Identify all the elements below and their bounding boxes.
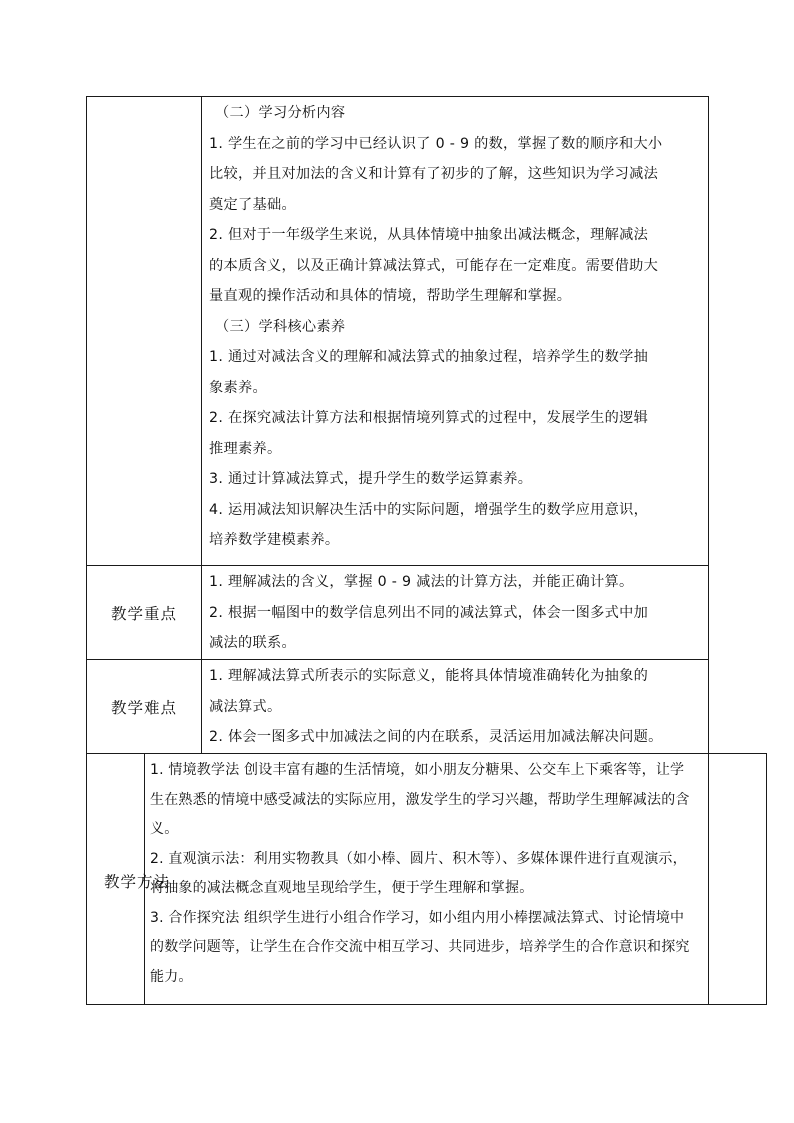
core-paragraph-4: 4. 运用减法知识解决生活中的实际问题，增强学生的数学应用意识， 培养数学建模素养。: [209, 501, 649, 548]
methods-box-bottom: [708, 1004, 767, 1005]
table-bottom-border: [86, 1004, 709, 1005]
core-paragraph-1: 1. 通过对减法含义的理解和减法算式的抽象过程，培养学生的数学抽 象素养。: [209, 349, 649, 396]
method-2: 2. 直观演示法：利用实物教具（如小棒、圆片、积木等）、多媒体课件进行直观演示， 将抽象的减法概念直观地呈现给学生，便于学生理解和掌握。: [150, 850, 687, 896]
row-separator: [86, 565, 709, 566]
analysis-paragraph-1: 1. 学生在之前的学习中已经认识了 0 - 9 的数，掌握了数的顺序和大小 比较，并且对加法的含义和计算有了初步的了解，这些知识为学习减法 奠定了基础。: [209, 135, 663, 213]
row-separator: [86, 753, 709, 754]
table-divider: [201, 96, 202, 753]
analysis-cell: [209, 98, 704, 556]
difficulty-1: 1. 理解减法算式所表示的实际意义，能将具体情境准确转化为抽象的 减法算式。: [209, 668, 649, 715]
methods-box-top: [708, 753, 767, 754]
key-points-label: 教学重点: [110, 605, 177, 623]
row-separator: [86, 659, 709, 660]
table-top-border: [86, 96, 709, 97]
key-point-1: 1. 理解减法的含义，掌握 0 - 9 减法的计算方法，并能正确计算。: [209, 574, 634, 590]
method-3: 3. 合作探究法 组织学生进行小组合作学习，如小组内用小棒摆减法算式、讨论情境中 的数学问题等，让学生在合作交流中相互学习、共同进步，培养学生的合作意识和探究 能力。: [150, 909, 690, 985]
core-heading: （三）学科核心素养: [215, 318, 346, 335]
table-left-border: [86, 96, 87, 1005]
analysis-heading: （二）学习分析内容: [215, 105, 346, 121]
core-paragraph-3: 3. 通过计算减法算式，提升学生的数学运算素养。: [209, 471, 533, 487]
core-paragraph-2: 2. 在探究减法计算方法和根据情境列算式的过程中，发展学生的逻辑 推理素养。: [209, 410, 649, 457]
methods-box-right: [766, 753, 767, 1004]
difficulties-cell: [209, 661, 704, 753]
difficulty-2: 2. 体会一图多式中加减法之间的内在联系，灵活运用加减法解决问题。: [209, 729, 663, 745]
analysis-paragraph-2: 2. 但对于一年级学生来说，从具体情境中抽象出减法概念，理解减法 的本质含义，以及正确计算减法算式，可能存在一定难度。需要借助大 量直观的操作活动和具体的情境，帮助学生理解和掌握。: [209, 227, 659, 304]
key-points-cell: [209, 567, 704, 659]
methods-cell: [150, 756, 762, 992]
method-1: 1. 情境教学法 创设丰富有趣的生活情境，如小朋友分糖果、公交车上下乘客等，让学 生在熟悉的情境中感受减法的实际应用，激发学生的学习兴趣，帮助学生理解减法的含 义。: [150, 762, 690, 837]
key-point-2: 2. 根据一幅图中的数学信息列出不同的减法算式，体会一图多式中加 减法的联系。: [209, 604, 649, 651]
methods-label: 教学方法: [104, 873, 171, 891]
difficulties-label: 教学难点: [110, 699, 177, 717]
